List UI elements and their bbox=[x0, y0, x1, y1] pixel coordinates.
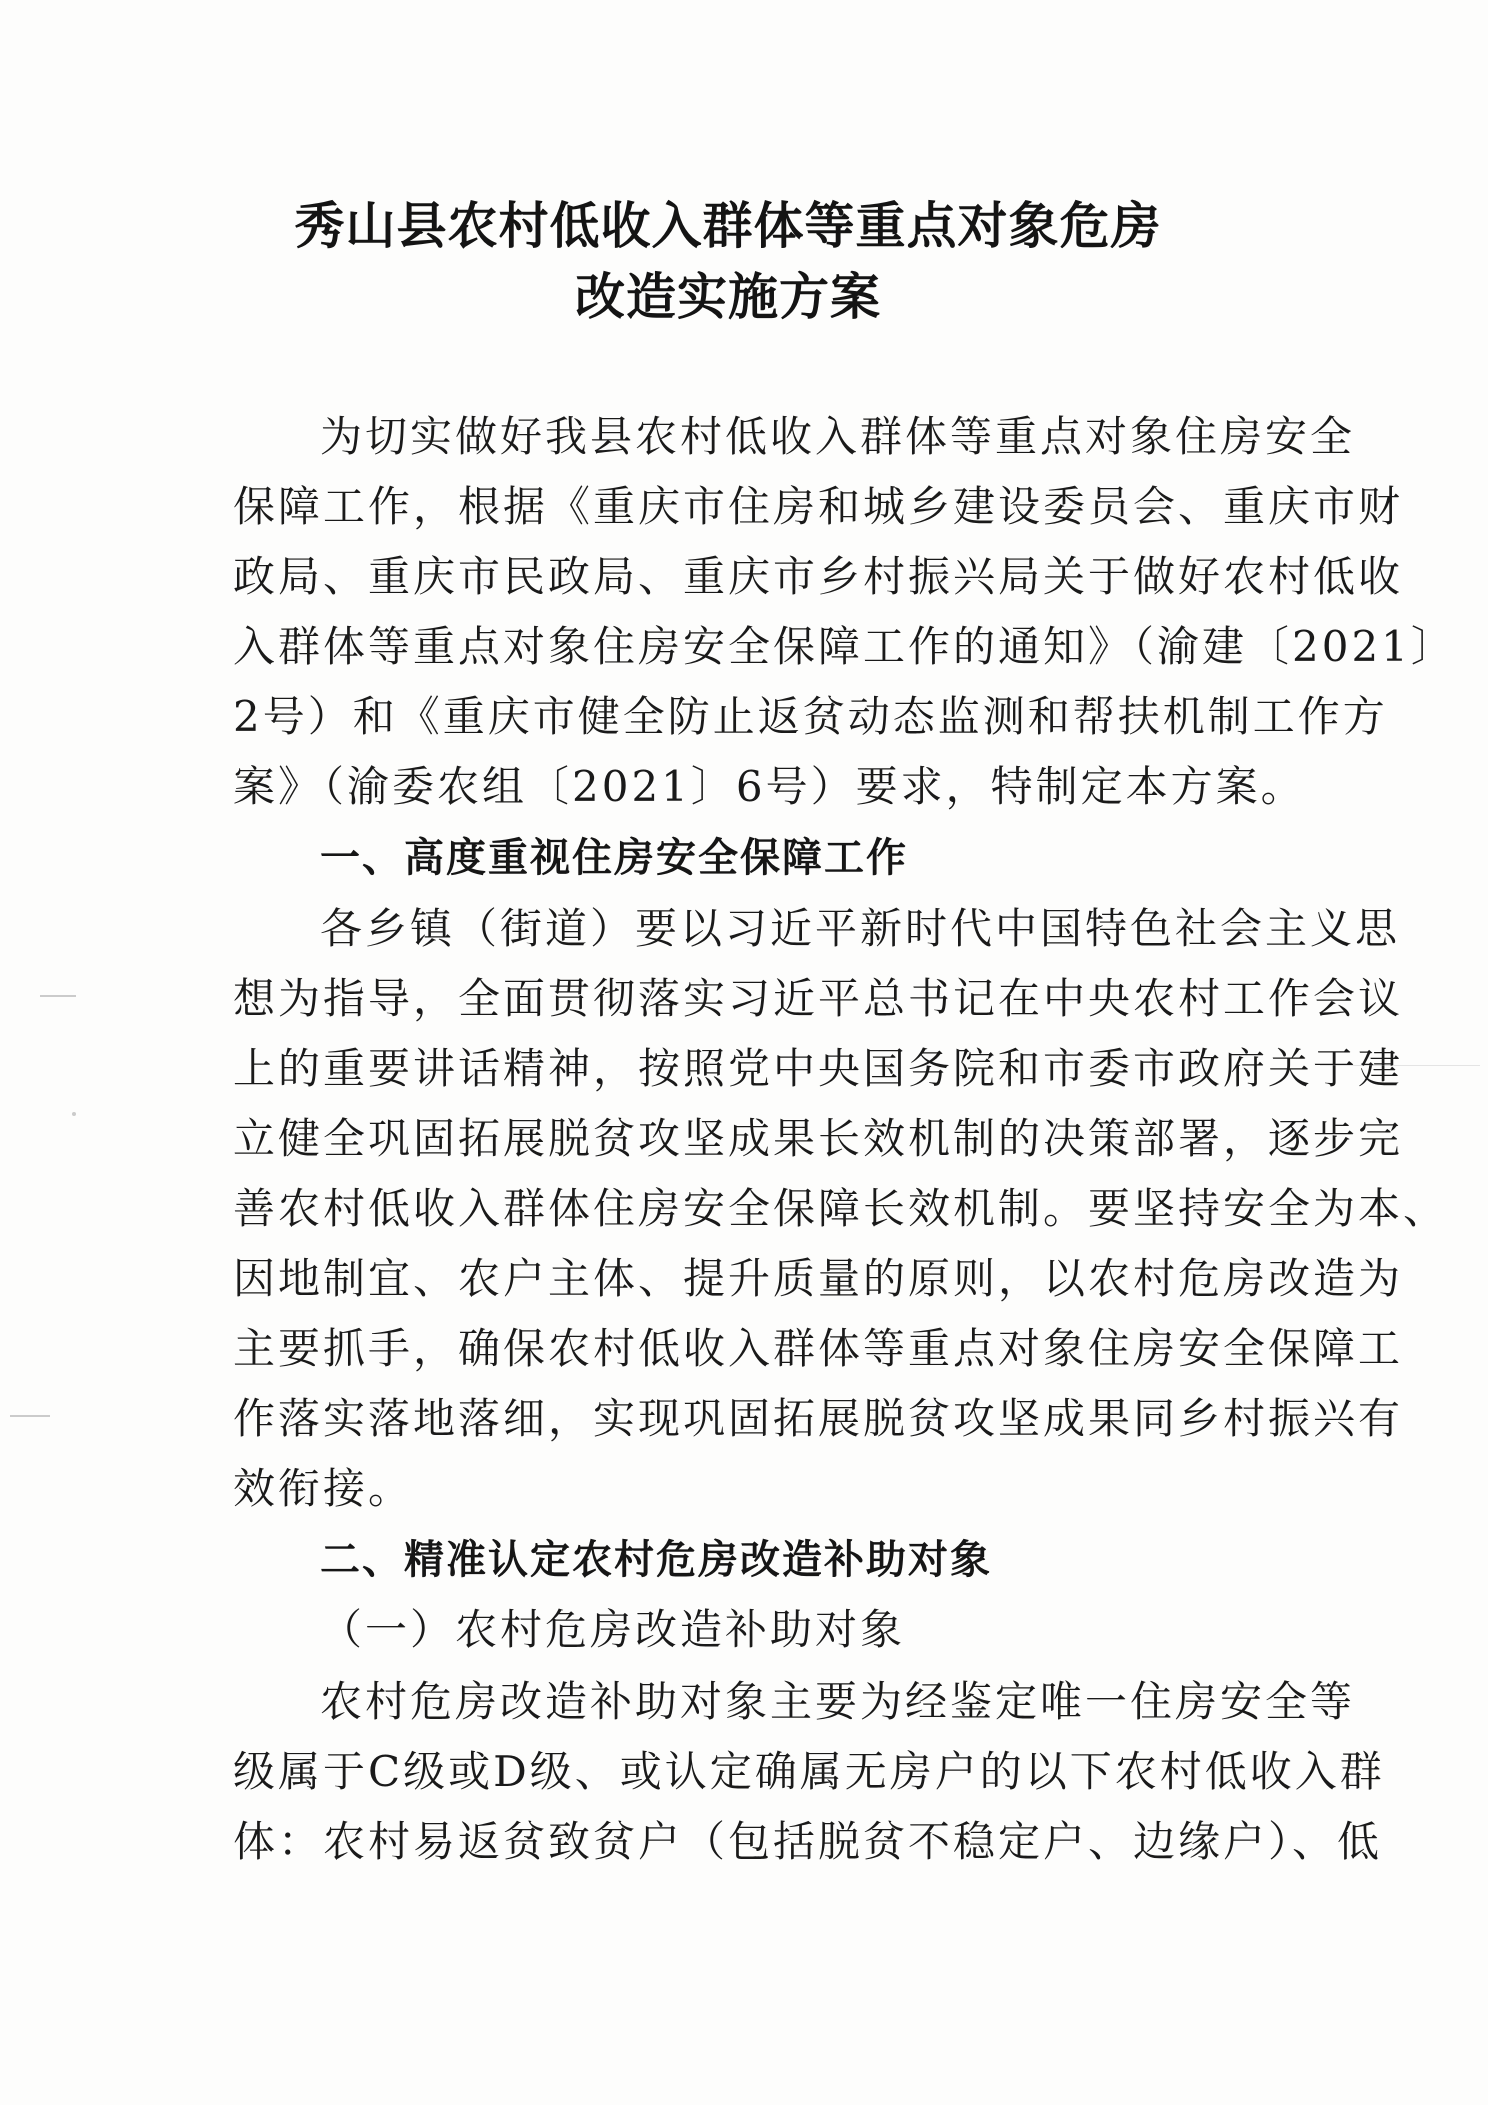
document-title-line-2: 改造实施方案 bbox=[575, 267, 881, 326]
document-title-line-1: 秀山县农村低收入群体等重点对象危房 bbox=[294, 196, 1162, 255]
section-1-line: 主要抓手，确保农村低收入群体等重点对象住房安全保障工 bbox=[233, 1324, 1404, 1373]
section-1-line: 各乡镇（街道）要以习近平新时代中国特色社会主义思 bbox=[320, 904, 1401, 953]
intro-line: 政局、重庆市民政局、重庆市乡村振兴局关于做好农村低收 bbox=[233, 552, 1404, 601]
section-1-line: 想为指导，全面贯彻落实习近平总书记在中央农村工作会议 bbox=[233, 974, 1404, 1023]
scan-artifact bbox=[40, 995, 76, 997]
section-2-line: 体：农村易返贫致贫户（包括脱贫不稳定户、边缘户）、低 bbox=[233, 1817, 1383, 1866]
section-1-line: 立健全巩固拓展脱贫攻坚成果长效机制的决策部署，逐步完 bbox=[233, 1114, 1404, 1163]
scan-artifact bbox=[72, 1112, 76, 1116]
section-1-line: 善农村低收入群体住房安全保障长效机制。要坚持安全为本、 bbox=[233, 1184, 1449, 1233]
section-1-line: 作落实落地落细，实现巩固拓展脱贫攻坚成果同乡村振兴有 bbox=[233, 1394, 1404, 1443]
intro-line: 保障工作，根据《重庆市住房和城乡建设委员会、重庆市财 bbox=[233, 482, 1404, 531]
section-1-heading: 一、高度重视住房安全保障工作 bbox=[320, 835, 908, 881]
section-1-line: 上的重要讲话精神，按照党中央国务院和市委市政府关于建 bbox=[233, 1044, 1404, 1093]
section-2-line: 农村危房改造补助对象主要为经鉴定唯一住房安全等 bbox=[320, 1677, 1356, 1726]
intro-line: 2号）和《重庆市健全防止返贫动态监测和帮扶机制工作方 bbox=[233, 692, 1388, 741]
section-1-line: 因地制宜、农户主体、提升质量的原则，以农村危房改造为 bbox=[233, 1254, 1404, 1303]
section-2-subheading: （一）农村危房改造补助对象 bbox=[320, 1605, 906, 1654]
intro-line: 为切实做好我县农村低收入群体等重点对象住房安全 bbox=[320, 412, 1356, 461]
section-1-line: 效衔接。 bbox=[233, 1464, 414, 1513]
section-2-heading: 二、精准认定农村危房改造补助对象 bbox=[320, 1537, 992, 1583]
intro-line: 案》（渝委农组〔2021〕6号）要求，特制定本方案。 bbox=[233, 762, 1306, 811]
section-2-line: 级属于C级或D级、或认定确属无房户的以下农村低收入群 bbox=[233, 1747, 1385, 1796]
scan-artifact bbox=[1320, 1065, 1480, 1066]
intro-line: 入群体等重点对象住房安全保障工作的通知》（渝建〔2021〕 bbox=[233, 622, 1456, 671]
scan-artifact bbox=[10, 1415, 50, 1417]
